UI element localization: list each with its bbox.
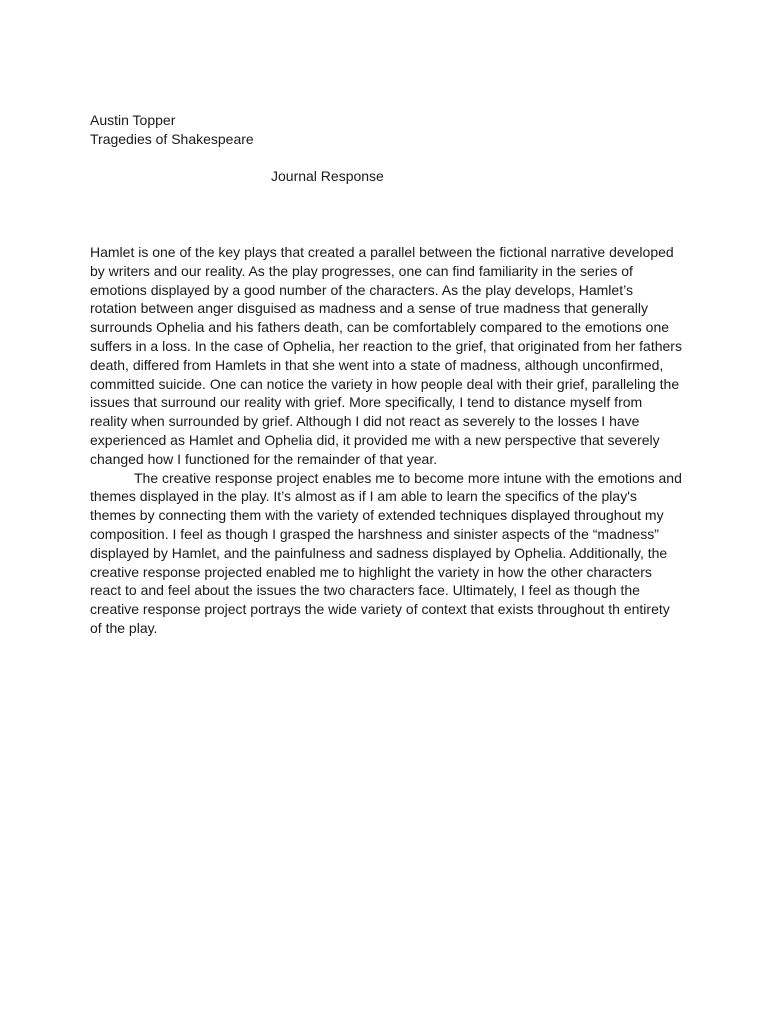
document-header bbox=[90, 111, 254, 149]
body-paragraph: The creative response project enables me to become more intune with the emotions and themes displayed in the play. It’s almost as if I am able to learn the specifics of the play's themes by connecting them with the variety of extended techniques displayed throughout my composition. I feel as though I grasped the harshness and sinister aspects of the “madness” displayed by Hamlet, and the painfulness and sadness displayed by Ophelia. Additionally, the creative response projected enabled me to highlight the variety in how the other characters react to and feel about the issues the two characters face. Ultimately, I feel as though the creative response project portrays the wide variety of context that exists throughout th entirety of the play. bbox=[90, 469, 682, 636]
course-name: Tragedies of Shakespeare bbox=[90, 130, 254, 147]
body-paragraph: Hamlet is one of the key plays that created a parallel between the fictional narrative developed by writers and our reality. As the play progresses, one can find familiarity in the series of emotions displayed by a good number of the characters. As the play develops, Hamlet’s rotation between anger disguised as madness and a sense of true madness that generally surrounds Ophelia and his fathers death, can be comfortablely compared to the emotions one suffers in a loss. In the case of Ophelia, her reaction to the grief, that originated from her fathers death, differed from Hamlets in that she went into a state of madness, although unconfirmed, committed suicide. One can notice the variety in how people deal with their grief, paralleling the issues that surround our reality with grief. More specifically, I tend to distance myself from reality when surrounded by grief. Although I did not react as severely to the losses I have experienced as Hamlet and Ophelia did, it provided me with a new perspective that severely changed how I functioned for the remainder of that year. bbox=[90, 244, 682, 467]
document-body bbox=[90, 243, 682, 638]
author-name: Austin Topper bbox=[90, 112, 176, 128]
document-title: Journal Response bbox=[271, 168, 384, 184]
